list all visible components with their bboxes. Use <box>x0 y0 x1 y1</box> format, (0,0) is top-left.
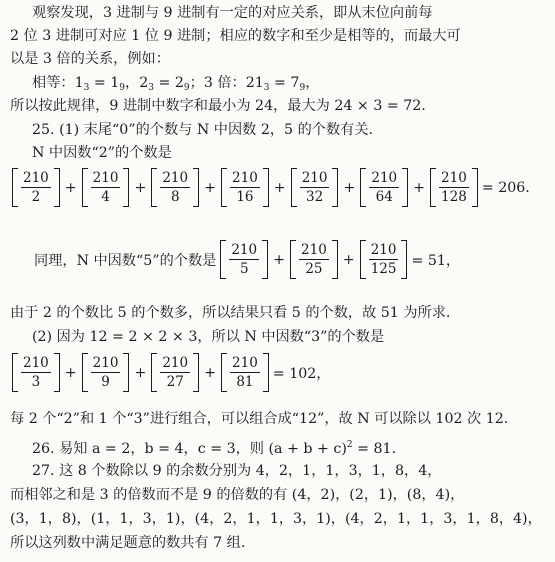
equation-result: = 206. <box>481 179 530 196</box>
equation-factor-3: $\frac{210}{3}$ + $\frac{210}{9}$ + $\frac{210}{27}$ + $\frac{210}{81}$ = 102， <box>10 355 332 390</box>
q25-line-6: 每 2 个“2”和 1 个“3”进行组合，可以组合成“12”，故 N 可以除以 102 次 12. <box>10 411 509 427</box>
intro-line-4: 相等：$1_3 = 1_9$，$2_3 = 2_9$；3 倍：$21_3 = 7_9$， <box>32 75 320 93</box>
q25-line-5: (2) 因为 12 = 2 × 2 × 3，所以 N 中因数“3”的个数是 <box>32 329 385 345</box>
floor-bracket: $\frac{210}{8}$ <box>151 170 199 205</box>
q27-line-2: 而相邻之和是 3 的倍数而不是 9 的倍数的有 (4，2)，(2，1)，(8，4)， <box>10 487 465 503</box>
floor-bracket: $\frac{210}{25}$ <box>290 242 338 277</box>
floor-bracket: $\frac{210}{27}$ <box>151 355 199 390</box>
q25-line-3: 同理，N 中因数“5”的个数是 <box>34 252 217 269</box>
floor-bracket: $\frac{210}{32}$ <box>291 170 339 205</box>
intro-line-3: 以是 3 倍的关系，例如： <box>10 51 170 67</box>
intro-line-2: 2 位 3 进制可对应 1 位 9 进制；相应的数字和至少是相等的，而最大可 <box>10 28 461 44</box>
intro-line-5: 所以按此规律，9 进制中数字和最小为 24，最大为 24 × 3 = 72. <box>10 98 426 114</box>
q25-line-1: 25. (1) 末尾“0”的个数与 N 中因数 2，5 的个数有关. <box>32 122 374 138</box>
floor-bracket: $\frac{210}{9}$ <box>82 355 130 390</box>
equation-result: = 102， <box>272 365 331 382</box>
floor-bracket: $\frac{210}{3}$ <box>12 355 60 390</box>
floor-bracket: $\frac{210}{4}$ <box>82 170 130 205</box>
floor-bracket: $\frac{210}{64}$ <box>360 170 408 205</box>
floor-bracket: $\frac{210}{125}$ <box>360 242 408 277</box>
q26-line: 26. 易知 a = 2，b = 4，c = 3，则 $(a + b + c)^2 = 81$. <box>32 440 397 457</box>
floor-bracket: $\frac{210}{2}$ <box>12 170 60 205</box>
q25-line-4: 由于 2 的个数比 5 的个数多，所以结果只看 5 的个数，故 51 为所求. <box>10 305 451 321</box>
floor-bracket: $\frac{210}{81}$ <box>221 355 269 390</box>
equation-factor-5: 同理，N 中因数“5”的个数是 $\frac{210}{5}$ + $\frac{210}{25}$ + $\frac{210}{125}$ = 51， <box>34 242 461 277</box>
q27-line-4: 所以这列数中满足题意的数共有 7 组. <box>10 535 246 551</box>
equation-factor-2: $\frac{210}{2}$ + $\frac{210}{4}$ + $\frac{210}{8}$ + $\frac{210}{16}$ + $\frac{210}{32}$ + $\frac{210}{64}$ + $\frac{210}{128}$ = 206. <box>10 170 532 205</box>
floor-bracket: $\frac{210}{16}$ <box>221 170 269 205</box>
floor-bracket: $\frac{210}{5}$ <box>220 242 268 277</box>
q27-line-1: 27. 这 8 个数除以 9 的余数分别为 4，2，1，1，3，1，8，4， <box>32 463 442 479</box>
q27-line-3: (3，1，8)，(1，1，3，1)，(4，2，1，1，3，1)，(4，2，1，1，3，1，8，4)， <box>10 511 542 527</box>
q25-line-2: N 中因数“2”的个数是 <box>32 145 172 161</box>
equation-result: = 51， <box>411 252 461 269</box>
floor-bracket: $\frac{210}{128}$ <box>430 170 478 205</box>
intro-line-1: 观察发现，3 进制与 9 进制有一定的对应关系，即从末位向前每 <box>32 5 433 21</box>
